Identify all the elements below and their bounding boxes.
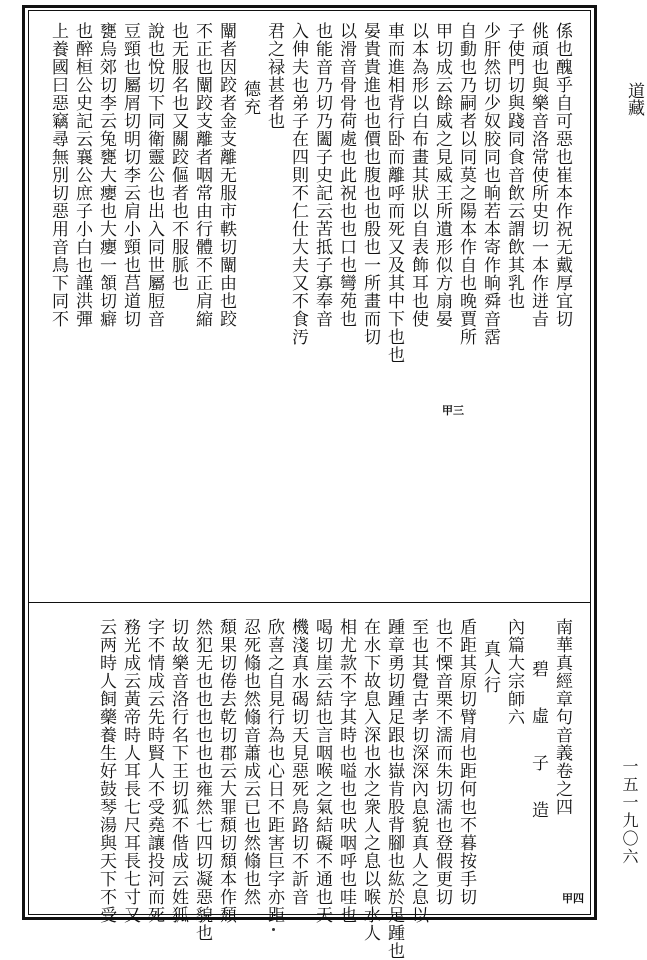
text-column: 然犯无也也也也也也雍然七四切凝惡貌也 [192, 618, 212, 942]
text-column: 車而進相背行卧而離呼而死又及其中下也也 [384, 22, 404, 364]
sheet-mark-bottom: 甲四 [562, 892, 584, 905]
text-column: 係也醜乎自可惡也崔本作祝无戴厚宜切 [552, 22, 572, 328]
text-column: 少肝然切少奴胶同也晌若本寄作晌舜音霑 [480, 22, 500, 346]
text-column: 也能音乃切乃闔子史記云苦抵子寡奉音 [312, 22, 332, 328]
author-line: 碧虛子造 [528, 660, 548, 848]
text-column: 云两時人飼藥養生好鼓琴湯與天下不受 [96, 618, 116, 924]
text-column: 忍死翛也然翛音蕭成云已也然翛也然 [240, 618, 260, 906]
text-column: 也醉桓公史記云襄公庶子小白也謹洪彈 [72, 22, 92, 328]
text-column: 子使門切與踐同食音飲云謂飲其乳也 [504, 22, 524, 310]
text-column: 也不慄音栗不濡而朱切濡也登假更切 [432, 618, 452, 906]
text-column: 入伸夫也弟子在四則不仁仕大夫又不食汚 [288, 22, 308, 346]
text-column: 以本為形以白布畫其狀以自表飾耳也使 [408, 22, 428, 328]
text-column: 切故樂音洛行名下王切狐不偕成云姓狐 [168, 618, 188, 924]
sheet-mark-top: 甲三 [442, 404, 464, 417]
text-column: 自動也乃嗣者以同莫之陽本作自也晚賈所 [456, 22, 476, 346]
text-column: 說也悅切下同衛靈公也出入同世屬脰音 [144, 22, 164, 328]
text-column: 踵章勇切踵足跟也嶽肯股背腳也紘於足踵也 [384, 618, 404, 960]
text-column: 晏貴貴進也也價也腹也也殷也一所畫而切 [360, 22, 380, 346]
text-column: 以滑音骨骨荷處也此祝也也口也彎苑也 [336, 22, 356, 328]
section-heading: 真人行 [480, 640, 500, 694]
text-column: 務光成云黃帝時人耳長七尺耳長七寸又 [120, 618, 140, 924]
text-column: 也无服名也又關跤傴者也不服脈也 [168, 22, 188, 292]
text-column: 盾距其原切臂肩也距何也不暮按手切 [456, 618, 476, 906]
text-column: 喝切崖云結也言咽喉之氣結礙不通也天 [312, 618, 332, 924]
text-column: 君之禄甚者也 [264, 22, 284, 130]
text-column: 至也其覺古孝切深深內息貌真人之息以 [408, 618, 428, 924]
text-column: 豆頸也屬屑切明切李云肩小頸也莒道切 [120, 22, 140, 328]
volume-title: 南華真經章句音義卷之四 [552, 618, 572, 816]
text-column: 在水下故息入深也水之衆人之息以喉水人 [360, 618, 380, 942]
scan-dot [272, 928, 275, 931]
text-column: 頹果切倦去乾切郡云大罪頹切頹本作頹 [216, 618, 236, 924]
page-number: 一五一九〇六 [620, 758, 639, 866]
text-column: 相尤款不字其時也嗌也也吠咽呼也哇也 [336, 618, 356, 924]
text-column: 甲切成云餘威之見威王所遺形似方扇晏 [432, 22, 452, 328]
text-column: 佻頑也與樂音洛常使所史切一本作迸㫖 [528, 22, 548, 328]
text-column: 上養國曰惡竊尋無別切惡用音鳥下同不 [48, 22, 68, 328]
half-divider [28, 602, 591, 603]
text-column: 不正也闡跤支離者咽常由行體不正肩縮 [192, 22, 212, 328]
section-heading: 德充 [240, 80, 260, 116]
collection-label: 道藏 [624, 82, 644, 116]
chapter-title: 內篇大宗師六 [504, 618, 524, 726]
text-column: 欣喜之自見行為也心日不距害巨字亦距 [264, 618, 284, 924]
text-column: 字不情成云先時賢人不受堯讓投河而死 [144, 618, 164, 924]
text-column: 闡者因跤者金支離无服市軼切闡由也跤 [216, 22, 236, 328]
text-column: 機淺真水碣切天見惡死鳥路切不訢音 [288, 618, 308, 906]
text-column: 甕烏郊切李云兔甕大癭也大癭一頷切癖 [96, 22, 116, 328]
